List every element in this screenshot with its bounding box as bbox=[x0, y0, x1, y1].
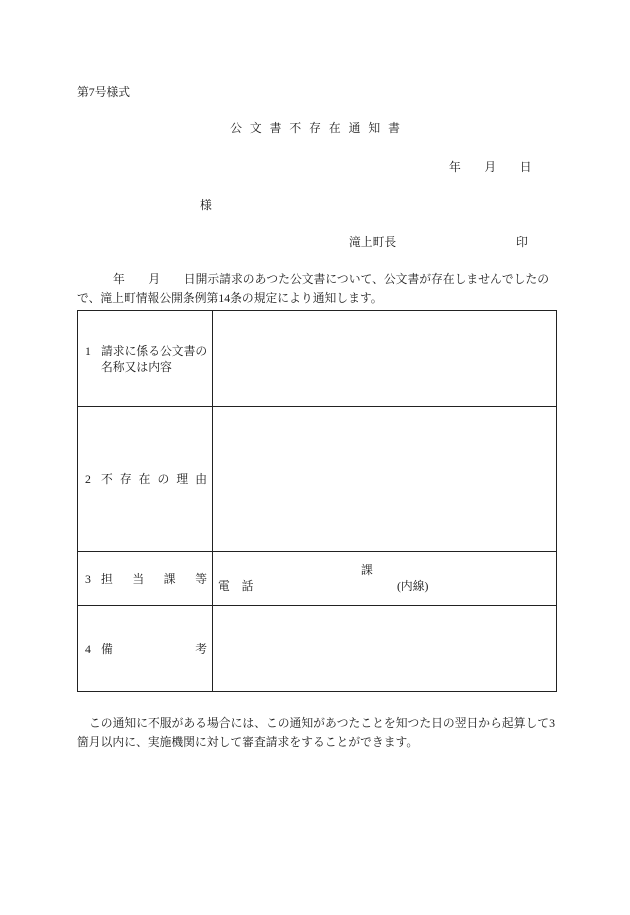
label-cell bbox=[78, 552, 213, 605]
label-cell bbox=[78, 606, 213, 691]
table-row-department bbox=[78, 551, 556, 605]
row-label: 備 考 bbox=[101, 641, 207, 656]
row-label bbox=[101, 343, 207, 375]
row-label-line-2: 名称又は内容 bbox=[101, 359, 172, 374]
row-label-group bbox=[85, 343, 207, 375]
label-cell bbox=[78, 407, 213, 551]
table-row-document-name bbox=[78, 311, 556, 406]
row-label-line-1: 請求に係る公文書の bbox=[101, 343, 208, 358]
value-cell-department bbox=[213, 552, 556, 605]
row-label: 担 当 課 等 bbox=[101, 571, 207, 586]
value-cell-remarks bbox=[213, 606, 556, 691]
row-number: 2 bbox=[85, 472, 91, 486]
table-row-remarks bbox=[78, 605, 556, 691]
table-row-reason bbox=[78, 406, 556, 551]
label-cell bbox=[78, 311, 213, 406]
section-label: 課 bbox=[361, 563, 373, 577]
row-label: 不 存 在 の 理 由 bbox=[101, 472, 207, 486]
value-cell-reason bbox=[213, 407, 556, 551]
notice-body-line-2: で、滝上町情報公開条例第14条の規定により通知します。 bbox=[77, 291, 383, 305]
row-number: 4 bbox=[85, 641, 91, 656]
notice-table bbox=[77, 310, 557, 692]
document-title: 公 文 書 不 存 在 通 知 書 bbox=[230, 121, 400, 135]
addressee-honorific: 様 bbox=[200, 198, 212, 212]
row-label-group bbox=[85, 571, 207, 587]
extension-label: (内線) bbox=[397, 579, 429, 593]
phone-line bbox=[213, 578, 556, 594]
sender-name: 滝上町長 bbox=[349, 235, 397, 249]
value-cell-document-name bbox=[213, 311, 556, 406]
row-number: 1 bbox=[85, 343, 91, 358]
notice-body-line-1: 年 月 日開示請求のあつた公文書について、公文書が存在しませんでしたの bbox=[113, 272, 550, 286]
phone-label: 電 話 bbox=[218, 579, 254, 593]
seal-mark: 印 bbox=[516, 235, 528, 249]
row-label-group bbox=[85, 641, 207, 657]
row-number: 3 bbox=[85, 571, 91, 586]
appeal-notice-line-2: 箇月以内に、実施機関に対して審査請求をすることができます。 bbox=[77, 735, 419, 749]
row-label-group bbox=[85, 471, 207, 487]
form-number-label: 第7号様式 bbox=[77, 85, 131, 99]
appeal-notice-line-1: この通知に不服がある場合には、この通知があつたことを知つた日の翌日から起算して3 bbox=[89, 716, 555, 730]
date-line: 年 月 日 bbox=[449, 160, 532, 174]
